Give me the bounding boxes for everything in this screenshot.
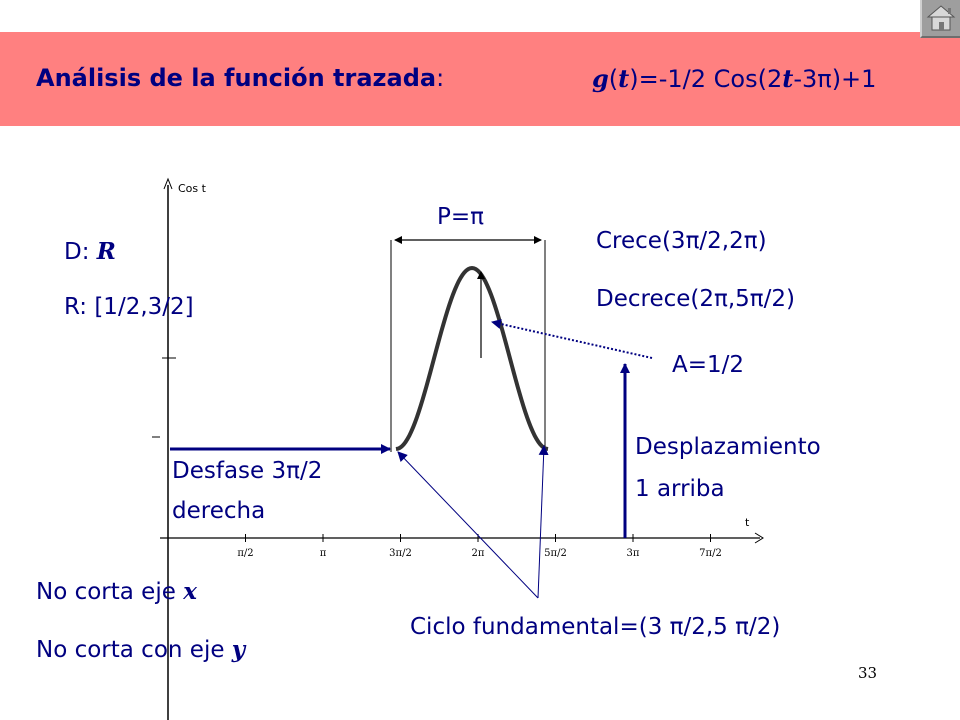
phase-shift-label-1: Desfase 3π/2 — [172, 458, 323, 484]
x-tick-label: 2π — [471, 548, 485, 559]
y-intercept-label: No corta con eje y — [36, 636, 246, 663]
x-tick-label: π/2 — [237, 548, 254, 559]
x-tick-label: 3π/2 — [389, 548, 412, 559]
function-formula: g(t)=-1/2 Cos(2t-3π)+1 — [592, 64, 877, 93]
y-axis-label: Cos t — [178, 182, 206, 195]
x-axis-label: t — [745, 516, 750, 529]
cycle-pointer-left — [398, 452, 538, 598]
slide-title: Análisis de la función trazada: — [36, 64, 445, 92]
vertical-shift-label-2: 1 arriba — [635, 476, 725, 502]
fundamental-cycle-label: Ciclo fundamental=(3 π/2,5 π/2) — [410, 614, 781, 640]
slide-number: 33 — [858, 664, 878, 682]
increasing-label: Crece(3π/2,2π) — [596, 228, 767, 254]
phase-shift-label-2: derecha — [172, 498, 266, 524]
range-label: R: [1/2,3/2] — [64, 294, 194, 320]
x-tick-label: 7π/2 — [699, 548, 722, 559]
x-intercept-label: No corta eje x — [36, 578, 197, 605]
cycle-pointer-right — [538, 446, 544, 598]
x-tick-label: π — [319, 548, 327, 559]
x-tick-label: 3π — [626, 548, 640, 559]
vertical-shift-label-1: Desplazamiento — [635, 434, 821, 460]
x-tick-label: 5π/2 — [544, 548, 567, 559]
period-label: P=π — [437, 204, 484, 230]
cosine-curve — [396, 268, 548, 449]
decreasing-label: Decrece(2π,5π/2) — [596, 286, 796, 312]
amplitude-label: A=1/2 — [672, 352, 745, 378]
amplitude-pointer — [492, 322, 652, 358]
domain-label: D: R — [64, 238, 116, 265]
